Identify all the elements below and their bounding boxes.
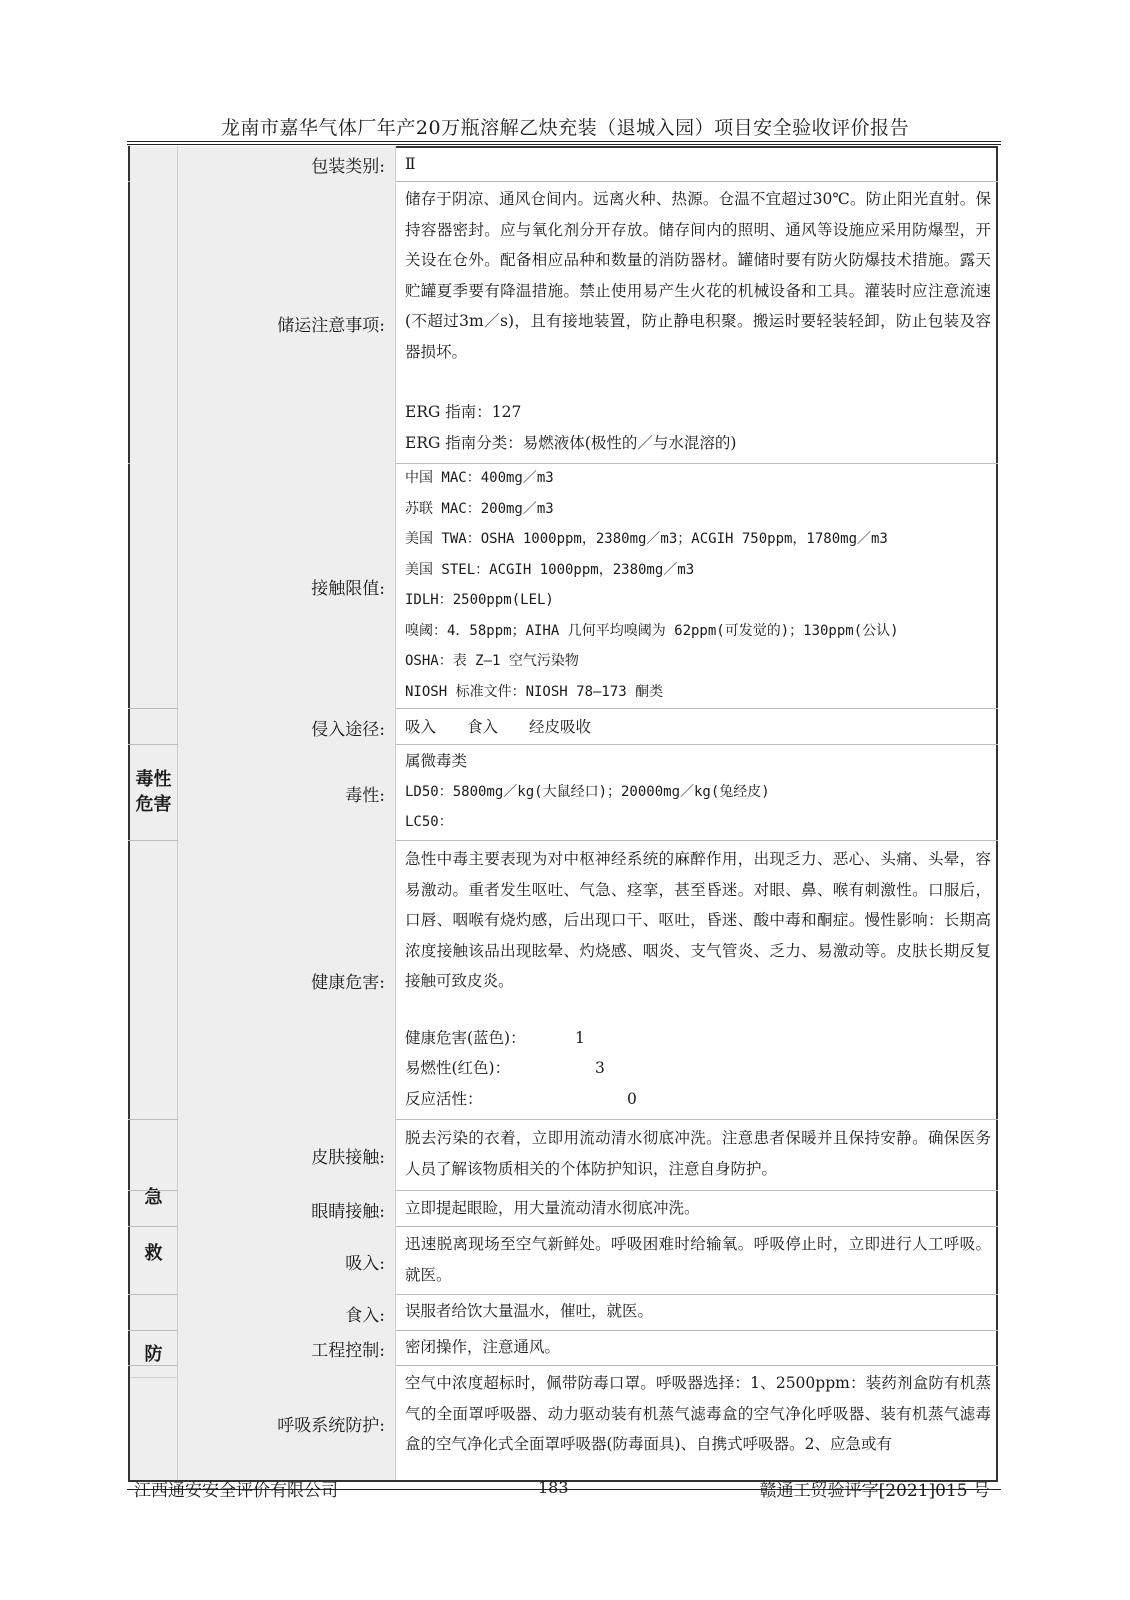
erg-class: ERG 指南分类：易燃液体(极性的／与水混溶的) <box>405 433 737 452</box>
ingestion-text: 误服者给饮大量温水，催吐，就医。 <box>405 1302 654 1320</box>
exposure-line: OSHA：表 Z—1 空气污染物 <box>405 653 579 669</box>
header-rule-top <box>127 141 1001 142</box>
value-route-of-entry <box>397 712 995 743</box>
category-toxicity-text: 毒性 危害 <box>135 769 172 815</box>
value-packing-class <box>397 149 995 180</box>
category-cell-empty <box>130 182 178 464</box>
value-health-hazard <box>397 844 995 1114</box>
category-first-aid-text: 急 救 <box>144 1186 163 1264</box>
nfpa-health-value: 1 <box>575 1028 585 1047</box>
nfpa-reactivity-key: 反应活性： <box>405 1089 483 1108</box>
exposure-line: 美国 STEL：ACGIH 1000ppm，2380mg／m3 <box>405 561 695 578</box>
toxicity-line: 属微毒类 <box>405 752 468 770</box>
label-ingestion: 食入: <box>178 1295 396 1331</box>
label-respiratory-protection: 呼吸系统防护: <box>178 1366 396 1480</box>
health-text: 急性中毒主要表现为对中枢神经系统的麻醉作用，出现乏力、恶心、头痛、头晕，容易激动。重者发生呕吐、气急、痉挛，甚至昏迷。对眼、鼻、喉有刺激性。口服后，口唇、咽喉有烧灼感，后出现口干、呕吐，昏迷、酸中毒和酮症。慢性影响：长期高浓度接触该品出现眩晕、灼烧感、咽炎、支气管炎、乏力、易激动等。皮肤长期反复接触可致皮炎。 <box>405 850 991 990</box>
value-engineering-control <box>397 1332 995 1363</box>
erg-guide: ERG 指南：127 <box>405 403 522 421</box>
value-eye-contact <box>397 1193 995 1224</box>
nfpa-flammability <box>405 1053 991 1084</box>
respiratory-protection-text: 空气中浓度超标时，佩带防毒口罩。呼吸器选择：1、2500ppm：装药剂盒防有机蒸气的全面罩呼吸器、动力驱动装有机蒸气滤毒盒的空气净化呼吸器、装有机蒸气滤毒盒的空气净化式全面罩呼吸器(防毒面具)、自携式呼吸器。2、应急或有 <box>405 1374 991 1453</box>
header-rule-bottom <box>127 144 1001 145</box>
label-health-hazard: 健康危害: <box>178 841 396 1120</box>
label-exposure-limits: 接触限值: <box>178 464 396 709</box>
toxicity-line: LC50： <box>405 814 453 830</box>
nfpa-health-key: 健康危害(蓝色)： <box>405 1028 526 1047</box>
value-respiratory-protection <box>397 1368 995 1460</box>
storage-text: 储存于阴凉、通风仓间内。远离火种、热源。仓温不宜超过30℃。防止阳光直射。保持容器密封。应与氧化剂分开存放。储存间内的照明、通风等设施应采用防爆型，开关设在仓外。配备相应品种和数量的消防器材。罐储时要有防火防爆技术措施。露天贮罐夏季要有降温措施。禁止使用易产生火花的机械设备和工具。灌装时应注意流速(不超过3m／s)，且有接地装置，防止静电积聚。搬运时要轻装轻卸，防止包装及容器损坏。 <box>405 190 991 361</box>
eye-contact-text: 立即提起眼睑，用大量流动清水彻底冲洗。 <box>405 1199 700 1217</box>
footer-company: 江西通安安全评价有限公司 <box>134 1481 338 1501</box>
value-exposure-limits <box>397 463 995 707</box>
label-packing-class: 包装类别: <box>178 146 396 182</box>
engineering-control-text: 密闭操作，注意通风。 <box>405 1338 561 1356</box>
page-title: 龙南市嘉华气体厂年产20万瓶溶解乙炔充装（退城入园）项目安全验收评价报告 <box>220 117 910 139</box>
nfpa-flammability-value: 3 <box>595 1059 605 1077</box>
label-engineering-control: 工程控制: <box>178 1331 396 1366</box>
packing-class-text: Ⅱ <box>405 155 416 173</box>
skin-contact-text: 脱去污染的衣着，立即用流动清水彻底冲洗。注意患者保暖并且保持安静。确保医务人员了解该物质相关的个体防护知识，注意自身防护。 <box>405 1129 991 1178</box>
value-skin-contact <box>397 1123 995 1184</box>
exposure-line: 嗅阈：4．58ppm；AIHA 几何平均嗅阈为 62ppm(可发觉的)；130ppm(公认) <box>405 622 899 639</box>
label-toxicity: 毒性: <box>178 745 396 841</box>
exposure-line: 美国 TWA：OSHA 1000ppm，2380mg／m3；ACGIH 750ppm，1780mg／m3 <box>405 531 888 547</box>
value-ingestion <box>397 1296 995 1327</box>
nfpa-reactivity-value: 0 <box>627 1089 637 1108</box>
value-inhalation <box>397 1229 995 1290</box>
value-toxicity <box>397 746 995 838</box>
toxicity-line: LD50：5800mg／kg(大鼠经口)；20000mg／kg(兔经皮) <box>405 783 770 800</box>
label-inhalation: 吸入: <box>178 1227 396 1295</box>
category-protection-text: 防 <box>144 1343 163 1365</box>
nfpa-reactivity <box>405 1084 991 1115</box>
exposure-line: IDLH：2500ppm(LEL) <box>405 592 554 608</box>
nfpa-health <box>405 1023 991 1054</box>
category-cell-empty <box>130 146 178 182</box>
label-eye-contact: 眼睛接触: <box>178 1191 396 1227</box>
exposure-line: 苏联 MAC：200mg／m3 <box>405 500 554 517</box>
route-text: 吸入 食入 经皮吸收 <box>405 718 592 736</box>
exposure-line: 中国 MAC：400mg／m3 <box>405 470 554 486</box>
nfpa-flammability-key: 易燃性(红色)： <box>405 1059 511 1077</box>
inhalation-text: 迅速脱离现场至空气新鲜处。呼吸困难时给输氧。呼吸停止时，立即进行人工呼吸。就医。 <box>405 1235 991 1284</box>
label-skin-contact: 皮肤接触: <box>178 1120 396 1191</box>
footer-document-number: 赣通工贸验评字[2021]015 号 <box>759 1481 990 1501</box>
value-storage <box>397 184 995 458</box>
label-storage: 储运注意事项: <box>178 182 396 464</box>
page-number: 183 <box>538 1478 569 1497</box>
exposure-line: NIOSH 标准文件：NIOSH 78—173 酮类 <box>405 683 664 700</box>
label-route-of-entry: 侵入途径: <box>178 709 396 745</box>
